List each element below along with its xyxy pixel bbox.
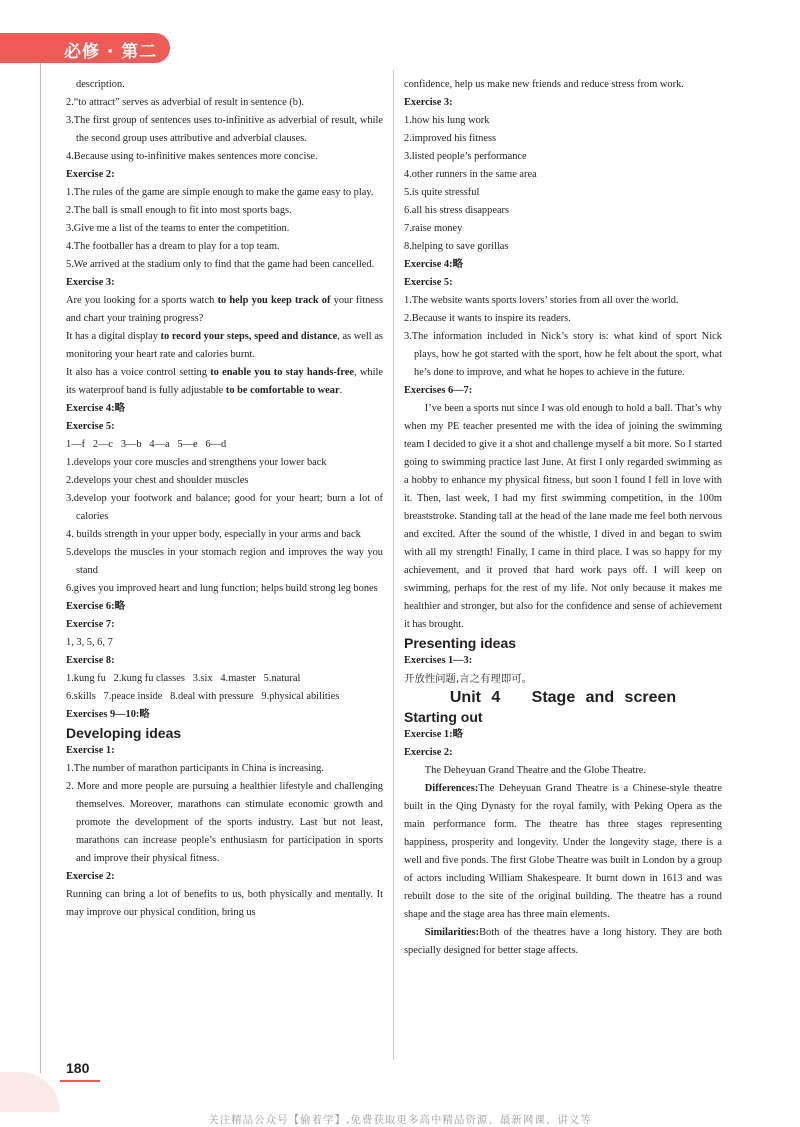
answer-paragraph: It has a digital display to record your steps, speed and distance, as well as monitoring your heart rate and calories burnt. [66, 331, 383, 360]
section-title: Developing ideas [66, 725, 182, 741]
book-title: 必修 · 第二册 [64, 42, 158, 87]
exercise-heading: Exercise 1:略 [404, 729, 463, 740]
answer-line: 2. More and more people are pursuing a healthier lifestyle and challenging themselves. Moreover, marathons can stimulate economic growth and promote the development of the sports industry. Last but not least, marathons can increase people’s enthusiasm for participation in sports and improve their physical fitness. [66, 781, 383, 864]
answer-key: 1.kung fu 2.kung fu classes 3.six 4.master 5.natural [66, 673, 301, 684]
left-column [66, 76, 383, 922]
answer-line: 3.The information included in Nick’s story is: what kind of sport Nick plays, how he got started with the sport, how he felt about the sport, what he’s done to improve, and what he hopes to achieve in the future. [404, 331, 722, 378]
exercise-heading: Exercise 4:略 [404, 259, 463, 270]
exercise-heading: Exercise 1: [66, 745, 115, 756]
section-title: Presenting ideas [404, 635, 517, 651]
footer-note: 关注精品公众号【偷着学】,免费获取更多高中精品资源、最新网课、讲义等 [208, 1114, 592, 1126]
exercise-heading: Exercise 3: [404, 97, 453, 108]
exercise-heading: Exercise 2: [66, 871, 115, 882]
column-divider [393, 70, 394, 1060]
exercise-heading: Exercise 2: [404, 747, 453, 758]
answer-paragraph: confidence, help us make new friends and reduce stress from work. [404, 79, 684, 90]
answer-line: 1.The website wants sports lovers’ stories from all over the world. [404, 295, 679, 306]
answer-line: 6.all his stress disappears [404, 205, 510, 216]
answer-line: 2.The ball is small enough to fit into most sports bags. [66, 205, 292, 216]
exercise-heading: Exercise 4:略 [66, 403, 125, 414]
corner-decoration [0, 1072, 60, 1112]
answer-line: 4. builds strength in your upper body, especially in your arms and back [66, 529, 361, 540]
exercise-heading: Exercises 9—10:略 [66, 709, 150, 720]
answer-line: The Deheyuan Grand Theatre and the Globe Theatre. [424, 765, 646, 776]
section-title: Starting out [404, 709, 483, 725]
answer-line: 4.Because using to-infinitive makes sentences more concise. [66, 151, 318, 162]
exercise-heading: Exercise 2: [66, 169, 115, 180]
answer-line: 5.is quite stressful [404, 187, 480, 198]
exercise-heading: Exercise 3: [66, 277, 115, 288]
answer-paragraph: Are you looking for a sports watch to help you keep track of your fitness and chart your training progress? [66, 295, 383, 324]
answer-key: 1—f 2—c 3—b 4—a 5—e 6—d [66, 439, 227, 450]
answer-line: 5.develops the muscles in your stomach region and improves the way you stand [66, 547, 383, 576]
answer-paragraph: Differences:The Deheyuan Grand Theatre is a Chinese-style theatre built in the Qing Dynasty for the royal family, with Peking Opera as the main performance form. The theatre has three stages representing happiness, prosperity and longevity. Under the longevity stage, there is a well and five ponds. The first Globe Theatre was built in London by a group of actors including William Shakespeare. It burnt down in 1613 and was rebuilt dose to the site of the original building. The theatre has a round shape and the stage area has three main elements. [404, 783, 722, 920]
exercise-heading: Exercise 7: [66, 619, 115, 630]
answer-line: 3.The first group of sentences uses to-infinitive as adverbial of result, while the second group uses attributive and adverbial clauses. [66, 115, 383, 144]
answer-line: 4.other runners in the same area [404, 169, 537, 180]
exercise-heading: Exercise 6:略 [66, 601, 125, 612]
answer-paragraph: Similarities:Both of the theatres have a long history. They are both specially designed for better stage affects. [404, 927, 722, 956]
essay-paragraph: I’ve been a sports nut since I was old enough to hold a ball. That’s why when my PE teacher presented me with the idea of joining the swimming team I decided to give it a shot and challenge myself a bit more. So I started going to swimming practice last June. At first I only regarded swimming as a hobby to enhance my physical fitness, but soon I found I fell in love with it. Then, last week, I had my first swimming competition, in the 100m breaststroke. Standing tall at the head of the lane made me feel both nervous and excited. After the sound of the whistle, I dived in and began to swim with all my strength! Finally, I came in third place. I was so happy for my achievement, and it proved that hard work pays off. I will keep on swimming, perhaps for the rest of my life. Not only because it makes me healthier and stronger, but also for the confidence and sense of achievement it has brought. [404, 403, 722, 630]
exercise-heading: Exercise 5: [404, 277, 453, 288]
unit-title: Unit 4 Stage and screen [449, 689, 677, 706]
answer-line: 2.“to attract” serves as adverbial of result in sentence (b). [66, 97, 305, 108]
answer-line: 1.The rules of the game are simple enough to make the game easy to play. [66, 187, 374, 198]
exercise-heading: Exercises 1—3: [404, 655, 473, 666]
answer-line: 5.We arrived at the stadium only to find that the game had been cancelled. [66, 259, 375, 270]
answer-line: 7.raise money [404, 223, 463, 234]
answer-key: 6.skills 7.peace inside 8.deal with pressure 9.physical abilities [66, 691, 340, 702]
answer-line: 3.Give me a list of the teams to enter the competition. [66, 223, 290, 234]
exercise-heading: Exercise 8: [66, 655, 115, 666]
page-number: 180 [66, 1060, 90, 1076]
answer-line: 3.develop your footwork and balance; good for your heart; burn a lot of calories [66, 493, 383, 522]
answer-line: 2.improved his fitness [404, 133, 497, 144]
answer-line: 1.The number of marathon participants in China is increasing. [66, 763, 324, 774]
answer-line: 开放性问题,言之有理即可。 [404, 673, 532, 685]
answer-line: 2.develops your chest and shoulder muscles [66, 475, 249, 486]
answer-key: 1, 3, 5, 6, 7 [66, 637, 113, 648]
answer-line: 3.listed people’s performance [404, 151, 527, 162]
left-margin-line [40, 63, 41, 1073]
right-column [404, 76, 722, 960]
exercise-heading: Exercises 6—7: [404, 385, 473, 396]
answer-paragraph: Running can bring a lot of benefits to us, both physically and mentally. It may improve our physical condition, bring us [66, 889, 383, 918]
exercise-heading: Exercise 5: [66, 421, 115, 432]
answer-line: 6.gives you improved heart and lung function; helps build strong leg bones [66, 583, 378, 594]
page-number-underline [60, 1080, 100, 1082]
answer-line: 2.Because it wants to inspire its readers. [404, 313, 571, 324]
answer-line: 1.develops your core muscles and strengthens your lower back [66, 457, 327, 468]
answer-line: description. [76, 79, 125, 90]
answer-line: 8.helping to save gorillas [404, 241, 509, 252]
answer-line: 1.how his lung work [404, 115, 490, 126]
answer-line: 4.The footballer has a dream to play for a top team. [66, 241, 280, 252]
answer-paragraph: It also has a voice control setting to enable you to stay hands-free, while its waterproof band is fully adjustable to be comfortable to wear. [66, 367, 384, 396]
